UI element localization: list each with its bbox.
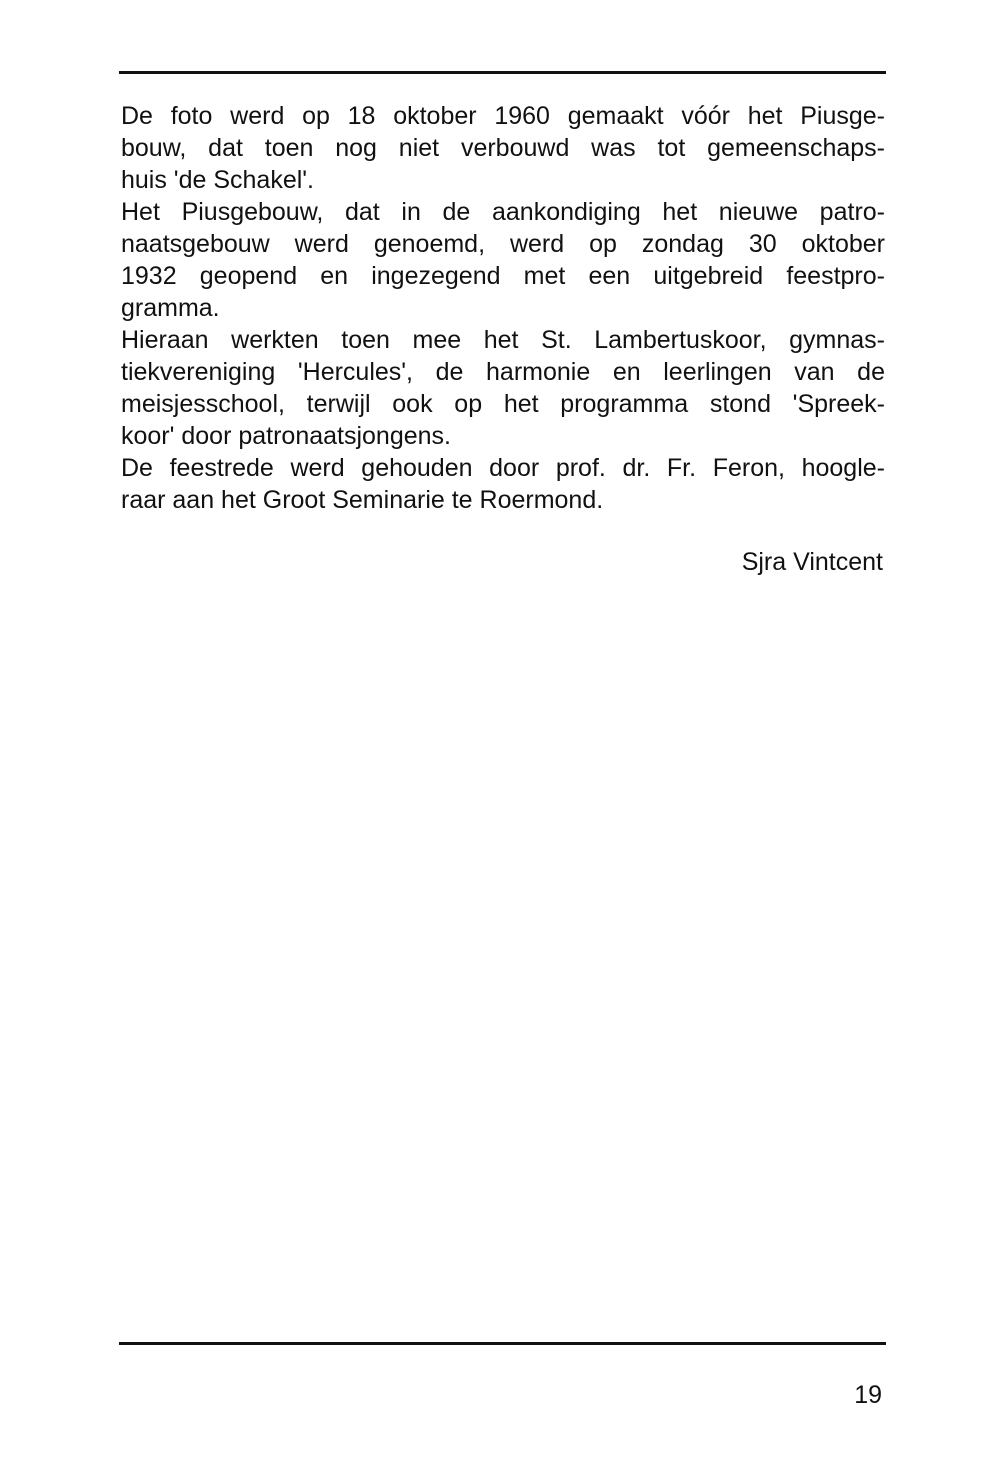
top-rule (119, 71, 886, 74)
text-line: meisjesschool, terwijl ook op het programma stond 'Spreek- (121, 390, 885, 418)
article-body (121, 100, 885, 516)
text-line: naatsgebouw werd genoemd, werd op zondag 30 oktober (121, 230, 885, 258)
text-line: koor' door patronaatsjongens. (121, 422, 451, 450)
text-line: De feestrede werd gehouden door prof. dr. Fr. Feron, hoogle- (121, 454, 885, 482)
text-line: bouw, dat toen nog niet verbouwd was tot gemeenschaps- (121, 134, 885, 162)
text-line: Hieraan werkten toen mee het St. Lambertuskoor, gymnas- (121, 326, 885, 354)
text-line: huis 'de Schakel'. (121, 166, 314, 194)
text-line: raar aan het Groot Seminarie te Roermond. (121, 486, 604, 514)
author-signature: Sjra Vintcent (741, 548, 883, 576)
text-line: De foto werd op 18 oktober 1960 gemaakt vóór het Piusge- (121, 102, 885, 130)
page-number: 19 (854, 1381, 882, 1409)
text-line: gramma. (121, 294, 220, 322)
bottom-rule (119, 1342, 886, 1345)
text-line: tiekvereniging 'Hercules', de harmonie en leerlingen van de (121, 358, 885, 386)
text-line: Het Piusgebouw, dat in de aankondiging het nieuwe patro- (121, 198, 885, 226)
text-line: 1932 geopend en ingezegend met een uitgebreid feestpro- (121, 262, 885, 290)
